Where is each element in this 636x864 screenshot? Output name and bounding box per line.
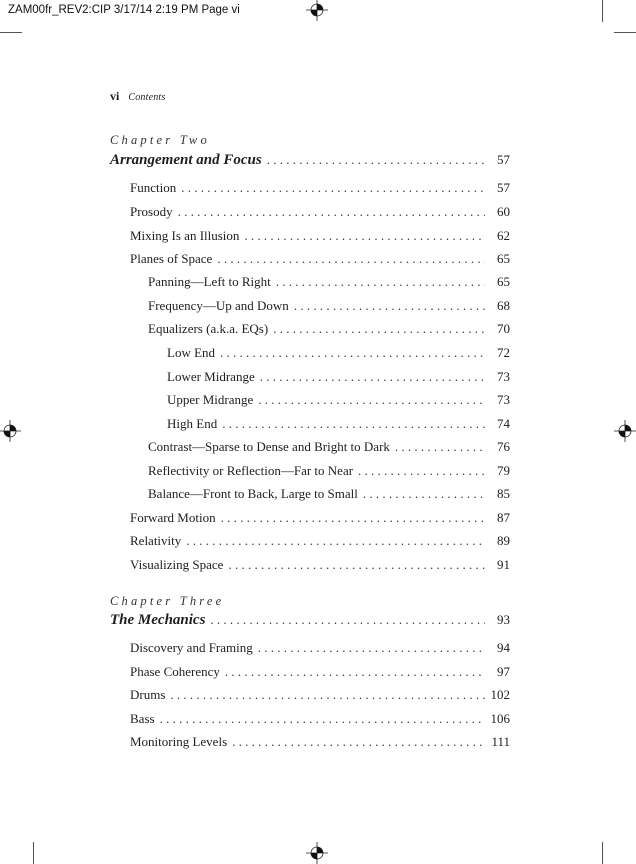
toc-entry-title: Mixing Is an Illusion	[130, 228, 240, 243]
toc-entry-title: Reflectivity or Reflection—Far to Near	[148, 463, 354, 478]
toc-entry	[148, 298, 510, 314]
toc-entry-title: Equalizers (a.k.a. EQs)	[148, 321, 269, 336]
page-number: 73	[497, 369, 510, 384]
dot-leader	[276, 274, 485, 290]
page-number: 72	[497, 345, 510, 360]
page-number: 57	[497, 180, 510, 195]
toc-entry-title: Planes of Space	[130, 251, 213, 266]
crop-mark-top-right-v	[602, 0, 603, 22]
page-number: 94	[497, 640, 510, 655]
page-number: 62	[497, 228, 510, 243]
page-number: 65	[497, 274, 510, 289]
dot-leader	[170, 687, 485, 703]
toc-entry-title: Relativity	[130, 533, 182, 548]
chapter-label: Chapter Two	[110, 133, 210, 147]
toc-entry-title: Balance—Front to Back, Large to Small	[148, 486, 358, 501]
dot-leader	[232, 734, 485, 750]
running-head-label: Contents	[128, 92, 166, 103]
page-number: 76	[497, 439, 510, 454]
dot-leader	[178, 204, 485, 220]
page-number: 74	[497, 416, 510, 431]
registration-mark-top-icon	[306, 0, 328, 21]
registration-mark-left-icon	[0, 420, 21, 442]
dot-leader	[225, 664, 485, 680]
page-number: 73	[497, 392, 510, 407]
running-head	[110, 89, 166, 104]
page-number: 57	[497, 152, 510, 167]
dot-leader	[228, 557, 485, 573]
registration-mark-right-icon	[614, 420, 636, 442]
chapter-title: The Mechanics	[110, 612, 206, 628]
dot-leader	[358, 463, 485, 479]
toc-entry	[130, 640, 510, 656]
toc-entry	[130, 510, 510, 526]
toc-entry	[130, 664, 510, 680]
toc-entry-title: Frequency—Up and Down	[148, 298, 289, 313]
toc-entry	[130, 251, 510, 267]
print-slug: ZAM00fr_REV2:CIP 3/17/14 2:19 PM Page vi	[8, 4, 240, 16]
page-number: 68	[497, 298, 510, 313]
crop-mark-top-left-h	[0, 32, 22, 33]
crop-mark-bottom-left-v	[33, 842, 34, 864]
dot-leader	[363, 486, 485, 502]
crop-mark-top-right-h	[614, 32, 636, 33]
toc-entry-title: Lower Midrange	[167, 369, 255, 384]
page-number: 89	[497, 533, 510, 548]
dot-leader	[186, 533, 485, 549]
dot-leader	[244, 228, 485, 244]
toc-entry	[167, 345, 510, 361]
toc-entry	[167, 416, 510, 432]
page-number: 93	[497, 612, 510, 627]
page-number: 97	[497, 664, 510, 679]
toc-entry-title: Bass	[130, 711, 155, 726]
chapter-title-entry	[110, 612, 510, 629]
toc-entry-title: High End	[167, 416, 218, 431]
dot-leader	[181, 180, 485, 196]
toc-entry-title: Prosody	[130, 204, 173, 219]
dot-leader	[267, 152, 485, 168]
toc-entry-title: Upper Midrange	[167, 392, 254, 407]
toc-entry-title: Contrast—Sparse to Dense and Bright to Dark	[148, 439, 390, 454]
toc-entry-title: Phase Coherency	[130, 664, 220, 679]
toc-entry	[148, 274, 510, 290]
toc-entry-title: Drums	[130, 687, 166, 702]
toc-entry	[130, 557, 510, 573]
toc-entry	[130, 734, 510, 750]
toc-entry-title: Panning—Left to Right	[148, 274, 271, 289]
toc-entry-title: Low End	[167, 345, 216, 360]
page-number: 60	[497, 204, 510, 219]
dot-leader	[222, 416, 485, 432]
toc-entry-title: Discovery and Framing	[130, 640, 253, 655]
dot-leader	[160, 711, 485, 727]
dot-leader	[395, 439, 485, 455]
page-number: 70	[497, 321, 510, 336]
toc-entry	[148, 486, 510, 502]
toc-entry	[148, 321, 510, 337]
chapter-title-entry	[110, 152, 510, 169]
page-number: 106	[490, 711, 510, 726]
toc-entry-title: Monitoring Levels	[130, 734, 228, 749]
dot-leader	[221, 510, 485, 526]
chapter-title: Arrangement and Focus	[110, 152, 262, 168]
toc-entry	[130, 687, 510, 703]
page-number: 87	[497, 510, 510, 525]
page-number: 85	[497, 486, 510, 501]
dot-leader	[258, 640, 485, 656]
toc-entry	[130, 204, 510, 220]
toc-entry	[130, 228, 510, 244]
toc-entry	[148, 439, 510, 455]
registration-mark-bottom-icon	[306, 842, 328, 864]
dot-leader	[273, 321, 485, 337]
toc-entry-title: Forward Motion	[130, 510, 216, 525]
page-number: 91	[497, 557, 510, 572]
page-number: 111	[491, 734, 510, 749]
toc-entry	[148, 463, 510, 479]
dot-leader	[260, 369, 485, 385]
dot-leader	[217, 251, 485, 267]
toc-entry	[167, 392, 510, 408]
toc-entry-title: Visualizing Space	[130, 557, 224, 572]
page-number: 65	[497, 251, 510, 266]
toc-entry	[167, 369, 510, 385]
toc-entry	[130, 533, 510, 549]
page-number: 102	[490, 687, 510, 702]
toc-entry-title: Function	[130, 180, 177, 195]
crop-mark-bottom-right-v	[602, 842, 603, 864]
chapter-label: Chapter Three	[110, 594, 225, 608]
page-folio: vi	[110, 89, 120, 103]
dot-leader	[258, 392, 485, 408]
dot-leader	[220, 345, 485, 361]
dot-leader	[210, 612, 485, 628]
toc-entry	[130, 180, 510, 196]
dot-leader	[294, 298, 485, 314]
page-number: 79	[497, 463, 510, 478]
toc-entry	[130, 711, 510, 727]
